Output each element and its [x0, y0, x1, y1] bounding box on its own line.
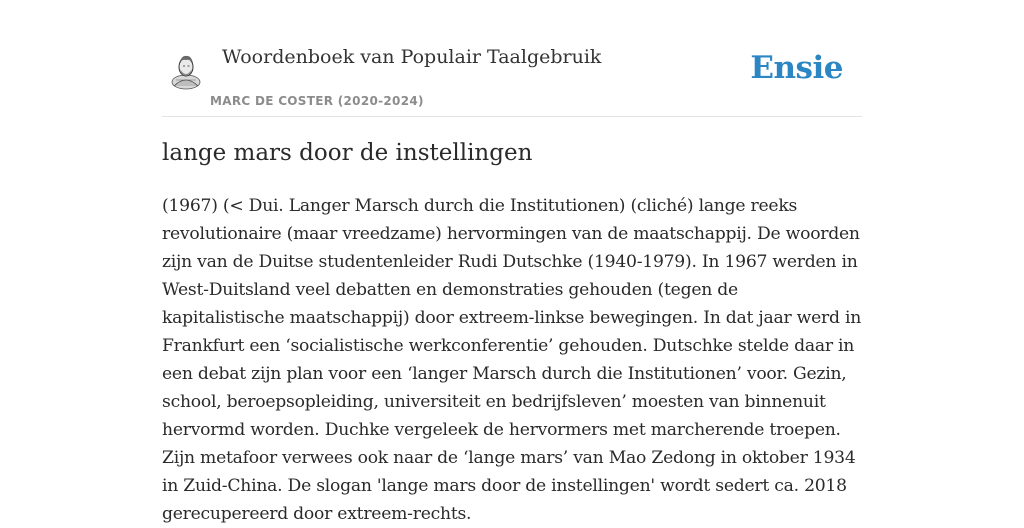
definition-line: Frankfurt een ‘socialistische werkconferentie’ gehouden. Dutschke stelde daar in [162, 336, 855, 356]
entry-title: lange mars door de instellingen [162, 140, 533, 166]
definition-line: een debat zijn plan voor een ‘langer Marsch durch die Institutionen’ voor. Gezin, [162, 364, 847, 384]
author-portrait-icon [170, 52, 202, 88]
ensie-logo-link[interactable]: Ensie [750, 50, 843, 86]
definition-line: school, beroepsopleiding, universiteit en bedrijfsleven’ moesten van binnenuit [162, 392, 826, 412]
definition-line: Zijn metafoor verwees ook naar de ‘lange mars’ van Mao Zedong in oktober 1934 [162, 448, 856, 468]
author-credit: MARC DE COSTER (2020-2024) [210, 94, 424, 108]
definition-line: West-Duitsland veel debatten en demonstraties gehouden (tegen de [162, 280, 738, 300]
definition-line: hervormd worden. Duchke vergeleek de hervormers met marcherende troepen. [162, 420, 841, 440]
site-title[interactable]: Woordenboek van Populair Taalgebruik [222, 46, 602, 68]
site-header [162, 40, 862, 117]
definition-line: kapitalistische maatschappij) door extreem-linkse bewegingen. In dat jaar werd in [162, 308, 862, 328]
definition-line: zijn van de Duitse studentenleider Rudi Dutschke (1940-1979). In 1967 werden in [162, 252, 858, 272]
definition-line: revolutionaire (maar vreedzame) hervormingen van de maatschappij. De woorden [162, 224, 860, 244]
definition-line: in Zuid-China. De slogan 'lange mars door de instellingen' wordt sedert ca. 2018 [162, 476, 847, 496]
definition-line: gerecupereerd door extreem-rechts. [162, 504, 472, 524]
entry-definition [162, 192, 862, 528]
definition-line: (1967) (< Dui. Langer Marsch durch die Institutionen) (cliché) lange reeks [162, 196, 798, 216]
